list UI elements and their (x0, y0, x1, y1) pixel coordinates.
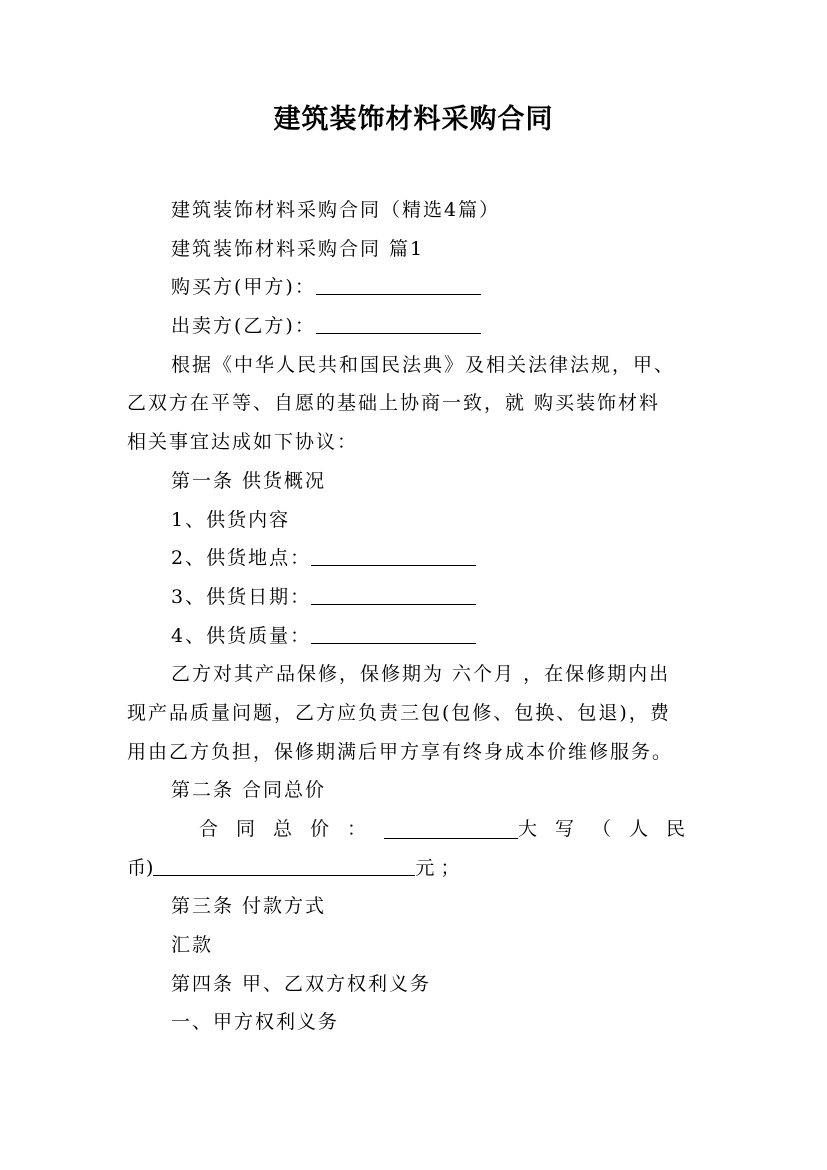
uppercase-amount-blank (153, 857, 415, 876)
yuan-label: 元 ； (415, 856, 460, 879)
article1-heading: 第一条 供货概况 (171, 469, 327, 492)
buyer-label: 购买方(甲方)： (171, 276, 316, 299)
article1-item2-label: 2、供货地点： (171, 547, 312, 570)
seller-label: 出卖方(乙方)： (171, 315, 316, 338)
preamble-line-1: 根据《中华人民共和国民法典》及相关法律法规，甲、 (171, 353, 676, 376)
article1-item3-label: 3、供货日期： (171, 585, 312, 608)
warranty-line-2: 现产品质量问题，乙方应负责三包(包修、包换、包退)，费 (127, 701, 671, 724)
article2-heading: 第二条 合同总价 (171, 779, 327, 802)
currency-label: 币) (127, 856, 154, 879)
delivery-quality-blank (311, 625, 476, 644)
buyer-blank (316, 276, 481, 295)
warranty-line-1: 乙方对其产品保修，保修期为 六个月 ，在保修期内出 (171, 663, 671, 686)
preamble-line-3: 相关事宜达成如下协议： (127, 431, 359, 454)
seller-line (127, 307, 707, 346)
intro-heading: 建筑装饰材料采购合同（精选4篇） (171, 199, 501, 221)
article4-sub1: 一、甲方权利义务 (171, 1011, 340, 1034)
article1-item4-label: 4、供货质量： (171, 624, 312, 647)
buyer-line (127, 268, 707, 307)
document-title: 建筑装饰材料采购合同 (273, 104, 554, 135)
preamble-line-2: 乙双方在平等、自愿的基础上协商一致，就 购买装饰材料 (127, 392, 661, 415)
document-body (127, 191, 707, 1042)
delivery-location-blank (311, 547, 476, 566)
payment-method: 汇款 (171, 934, 214, 957)
price-blank (384, 820, 518, 839)
seller-blank (316, 315, 481, 334)
article1-item2-line (127, 539, 707, 578)
warranty-line-3: 用由乙方负担，保修期满后甲方享有终身成本价维修服务。 (127, 740, 674, 763)
article4-heading: 第四条 甲、乙双方权利义务 (171, 972, 432, 995)
article1-item1: 1、供货内容 (171, 508, 291, 531)
delivery-date-blank (311, 586, 476, 605)
article1-item3-line (127, 578, 707, 617)
uppercase-label: 大写（人民 (517, 818, 703, 840)
price-label: 合同总价： (199, 818, 385, 840)
part-heading: 建筑装饰材料采购合同 篇1 (171, 237, 425, 260)
currency-line (127, 849, 707, 888)
article1-item4-line (127, 617, 707, 656)
price-line (127, 810, 707, 849)
article3-heading: 第三条 付款方式 (171, 895, 327, 918)
